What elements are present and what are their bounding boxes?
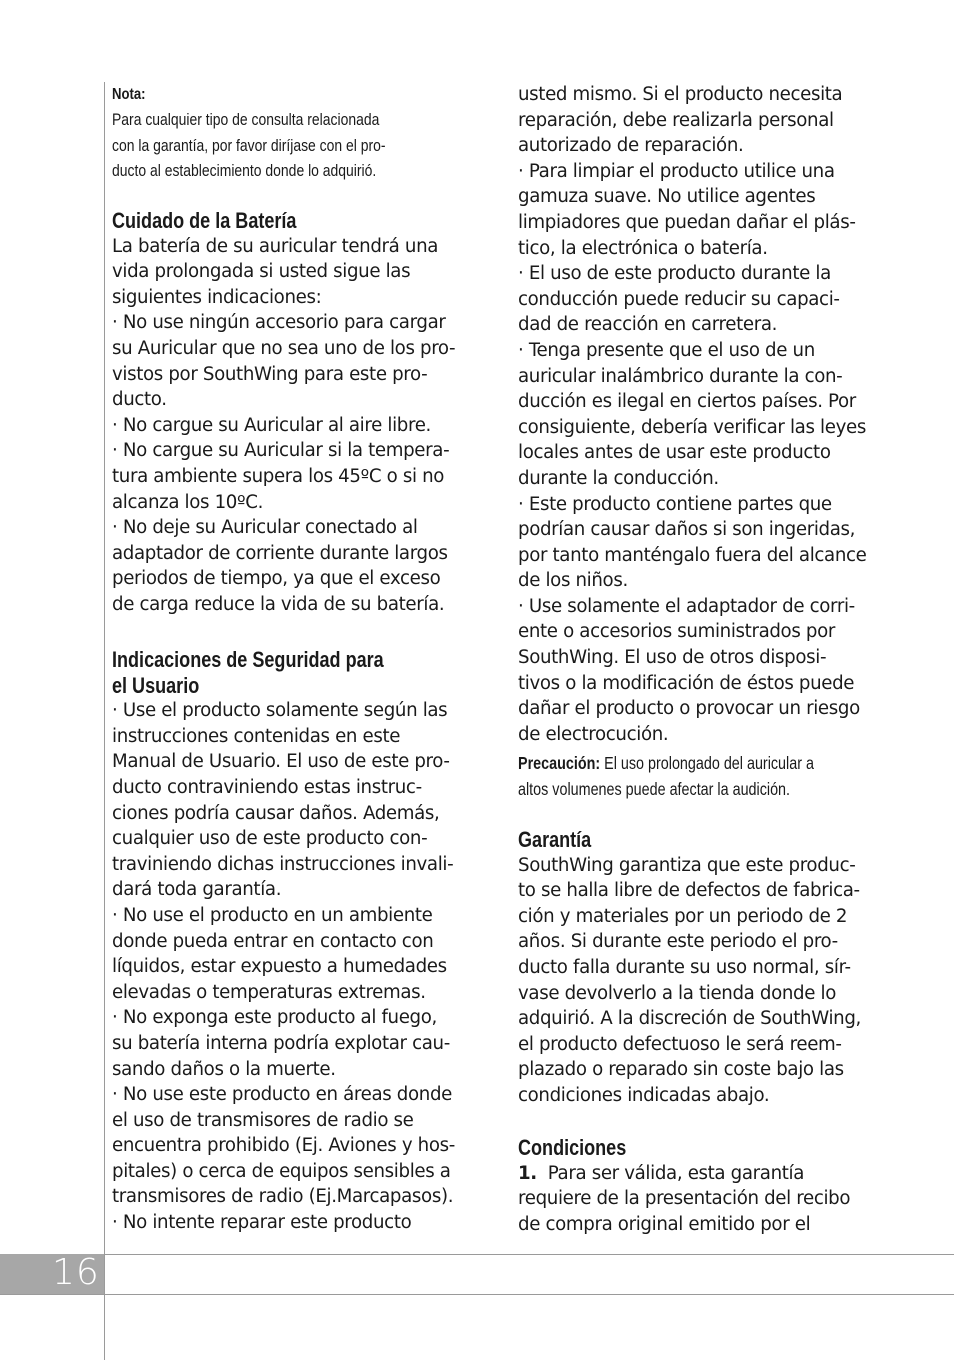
text-line: locales antes de usar este producto [518,442,831,464]
vertical-rule [104,82,105,1360]
text-line: durante la conducción. [518,467,719,489]
text-line: SouthWing garantiza que este produc- [518,854,856,876]
text-line: ducto. [112,389,167,411]
left-column [112,82,482,1234]
precaution-text: El uso prolongado del auricular a [604,753,814,773]
note-block [112,82,415,184]
text-line: ción y materiales por un periodo de 2 [518,905,848,927]
text-line: plazado o reparado sin coste bajo las [518,1059,844,1081]
text-line: vistos por SouthWing para este pro- [112,363,428,385]
text-line: traviniendo dichas instrucciones invali- [112,853,454,875]
text-line: ciones podría causar daños. Además, [112,802,440,824]
text-line: donde pueda entrar en contacto con [112,930,434,952]
text-line: · No use el producto en un ambiente [112,904,433,926]
text-line: de electrocución. [518,723,669,745]
text-line: reparación, debe realizarla personal [518,109,834,131]
text-line: · Use el producto solamente según las [112,700,448,722]
text-line: usted mismo. Si el producto necesita [518,84,843,105]
note-line: ducto al establecimiento donde lo adquirió. [112,161,377,181]
text-line: líquidos, estar expuesto a humedades [112,956,447,978]
text-line: su batería interna podría explotar cau- [112,1032,450,1054]
warranty-text [518,853,861,1109]
safety-section [112,647,455,1236]
text-line: adaptador de corriente durante largos [112,542,448,564]
battery-heading: Cuidado de la Batería [112,208,297,233]
text-line: periodos de tiempo, ya que el exceso [112,568,441,590]
text-line: sando daños o la muerte. [112,1058,336,1080]
text-line: cualquier uso de este producto con- [112,828,428,850]
condition-item [518,1161,850,1187]
text-line: adquirió. A la discreción de SouthWing, [518,1008,861,1030]
text-line: el producto defectuoso le será reem- [518,1033,842,1055]
text-line: condiciones indicadas abajo. [518,1084,770,1106]
text-line: años. Si durante este periodo el pro- [518,931,838,953]
text-line: por tanto manténgalo fuera del alcance [518,544,867,566]
text-line: · Este producto contiene partes que [518,493,832,515]
text-line: ducto falla durante su uso normal, sír- [518,956,851,978]
precaution-text: altos volumenes puede afectar la audición. [518,778,791,799]
text-line: dad de reacción en carretera. [518,314,778,336]
warranty-section [518,827,861,1109]
text-line: · No cargue su Auricular si la tempera- [112,440,450,462]
text-line: Manual de Usuario. El uso de este pro- [112,751,450,773]
battery-section [112,208,455,618]
text-line: dará toda garantía. [112,879,282,901]
text-line: de carga reduce la vida de su batería. [112,593,445,615]
text-line: vida prolongada si usted sigue las [112,261,411,283]
text-line: to se halla libre de defectos de fabrica- [518,880,860,902]
text-line: siguientes indicaciones: [112,286,322,308]
text-line: tico, la electrónica o batería. [518,237,768,259]
note-title: Nota: [112,86,146,103]
text-line: consiguiente, debería verificar las leyes [518,416,866,438]
text-line: elevadas o temperaturas extremas. [112,981,426,1003]
warranty-heading: Garantía [518,827,592,852]
condition-number: 1. [518,1162,537,1184]
text-line: su Auricular que no sea uno de los pro- [112,337,456,359]
text-line: auricular inalámbrico durante la con- [518,365,843,387]
text-line: · No use este producto en áreas donde [112,1084,452,1106]
conditions-heading: Condiciones [518,1135,627,1160]
text-line: ente o accesorios suministrados por [518,621,835,643]
text-line: tivos o la modificación de éstos puede [518,672,855,694]
text-line: transmisores de radio (Ej.Marcapasos). [112,1186,454,1208]
text-line: tura ambiente supera los 45ºC o si no [112,465,445,487]
text-line: La batería de su auricular tendrá una [112,235,439,257]
text-line: · Para limpiar el producto utilice una [518,160,835,182]
text-line: · Use solamente el adaptador de corri- [518,595,855,617]
safety-continued-text [518,82,888,747]
text-line: autorizado de reparación. [518,135,744,157]
text-line: · El uso de este producto durante la [518,263,831,285]
text-line: limpiadores que puedan dañar el plás- [518,211,856,233]
text-line: podrían causar daños si son ingeridas, [518,519,856,541]
conditions-section [518,1135,850,1237]
text-line: conducción puede reducir su capaci- [518,288,840,310]
text-line: instrucciones contenidas en este [112,725,401,747]
text-line: dañar el producto o provocar un riesgo [518,698,860,720]
condition-text: Para ser válida, esta garantía [547,1162,805,1184]
footer-top-rule [104,1254,954,1255]
page-number: 16 [52,1252,100,1293]
safety-heading-line: el Usuario [112,672,200,698]
note-line: Para cualquier tipo de consulta relacionada [112,110,380,129]
text-line: el uso de transmisores de radio se [112,1109,414,1131]
condition-text: de compra original emitido por el [518,1213,811,1235]
precaution-label: Precaución: [518,753,601,773]
text-line: pitales) o cerca de equipos sensibles a [112,1160,451,1182]
note-line: con la garantía, por favor diríjase con el pro- [112,135,386,155]
text-line: · No use ningún accesorio para cargar [112,312,446,334]
right-column [518,82,888,1235]
text-line: ducto contraviniendo estas instruc- [112,776,422,798]
text-line: ducción es ilegal en ciertos países. Por [518,391,856,413]
condition-text: requiere de la presentación del recibo [518,1188,851,1210]
safety-text [112,698,455,1235]
text-line: · No deje su Auricular conectado al [112,517,418,539]
text-line: gamuza suave. No utilice agentes [518,186,816,208]
precaution-block [518,751,814,802]
footer-bottom-rule [0,1294,954,1295]
text-line: encuentra prohibido (Ej. Aviones y hos- [112,1135,455,1157]
text-line: SouthWing. El uso de otros disposi- [518,647,827,669]
text-line: · No exponga este producto al fuego, [112,1007,437,1029]
text-line: alcanza los 10ºC. [112,491,264,513]
text-line: · No intente reparar este producto [112,1212,412,1234]
safety-heading-line: Indicaciones de Seguridad para [112,647,384,672]
text-line: vase devolverlo a la tienda donde lo [518,982,836,1004]
text-line: de los niños. [518,570,628,592]
text-line: · No cargue su Auricular al aire libre. [112,414,431,436]
battery-text [112,234,455,618]
text-line: · Tenga presente que el uso de un [518,339,815,361]
